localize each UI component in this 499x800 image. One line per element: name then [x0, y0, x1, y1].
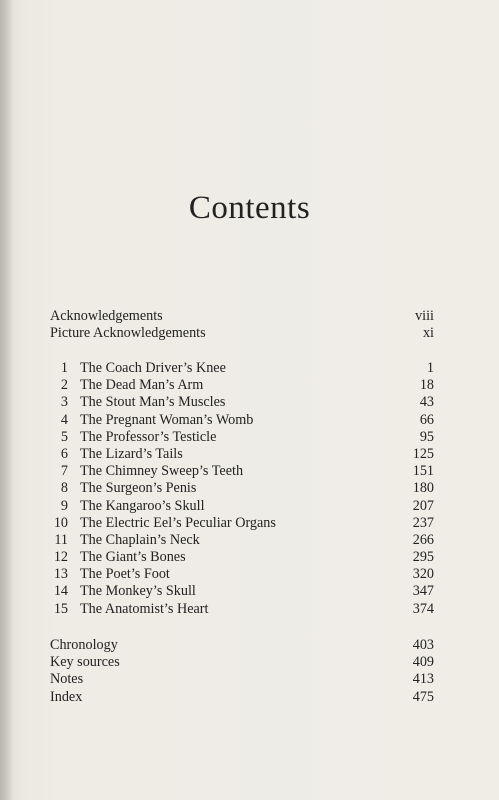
- chapter-number: 4: [60, 411, 68, 428]
- toc-entry-notes: [50, 671, 434, 688]
- chapter-number: 8: [60, 480, 68, 497]
- toc-chapter-6: [50, 446, 434, 463]
- chapter-page: 1: [426, 360, 434, 376]
- toc-entry-chronology: [50, 637, 434, 654]
- toc-entry-key-sources: [50, 654, 434, 671]
- toc-chapter-1: [50, 360, 434, 377]
- chapter-title: The Poet’s Foot: [80, 566, 170, 583]
- toc-chapter-9: [50, 498, 434, 515]
- chapter-number: 10: [53, 514, 68, 531]
- toc-chapter-12: [50, 549, 434, 566]
- toc-chapter-14: [50, 583, 434, 600]
- toc-entry-acknowledgements: [50, 308, 434, 325]
- chapter-title: The Pregnant Woman’s Womb: [80, 411, 254, 428]
- back-matter-list: [50, 637, 434, 706]
- toc-chapter-2: [50, 377, 434, 394]
- chapter-page: 320: [412, 566, 434, 583]
- toc-entry-page: 403: [412, 637, 434, 653]
- chapter-number: 7: [60, 463, 68, 480]
- chapter-page: 266: [412, 531, 434, 548]
- toc-chapter-4: [50, 412, 434, 429]
- chapter-title: The Kangaroo’s Skull: [80, 497, 205, 514]
- chapter-title: The Dead Man’s Arm: [80, 377, 204, 394]
- toc-chapter-13: [50, 566, 434, 583]
- toc-entry-page: viii: [415, 308, 434, 324]
- front-matter-list: [50, 308, 434, 342]
- chapter-page: 125: [412, 445, 434, 462]
- chapter-number: 11: [54, 531, 68, 548]
- toc-entry-label: Acknowledgements: [50, 308, 163, 324]
- chapter-page: 66: [419, 411, 434, 428]
- chapter-page: 237: [412, 514, 434, 531]
- chapter-title: The Monkey’s Skull: [80, 583, 196, 600]
- chapter-number: 3: [60, 394, 68, 411]
- toc-entry-index: [50, 689, 434, 706]
- toc-entry-page: 409: [412, 654, 434, 671]
- toc-chapter-5: [50, 429, 434, 446]
- chapter-title: The Giant’s Bones: [80, 549, 186, 566]
- chapter-page: 151: [412, 463, 434, 480]
- chapter-number: 9: [60, 497, 68, 514]
- toc-entry-page: 413: [412, 671, 434, 688]
- toc-chapter-3: [50, 394, 434, 411]
- toc-chapter-8: [50, 480, 434, 497]
- toc-entry-picture-acknowledgements: [50, 325, 434, 342]
- toc-entry-page: xi: [422, 325, 434, 342]
- chapter-list: [50, 360, 434, 618]
- chapter-title: The Anatomist’s Heart: [80, 600, 209, 617]
- toc-entry-page: 475: [412, 688, 434, 705]
- chapter-title: The Coach Driver’s Knee: [80, 360, 226, 376]
- toc-chapter-7: [50, 463, 434, 480]
- chapter-title: The Chaplain’s Neck: [80, 531, 200, 548]
- toc-chapter-10: [50, 515, 434, 532]
- chapter-page: 43: [419, 394, 434, 411]
- toc-chapter-11: [50, 532, 434, 549]
- chapter-number: 6: [60, 445, 68, 462]
- chapter-page: 180: [412, 480, 434, 497]
- spine-shadow: [0, 0, 14, 800]
- toc-chapter-15: [50, 601, 434, 618]
- chapter-title: The Chimney Sweep’s Teeth: [80, 463, 244, 480]
- chapter-number: 13: [53, 566, 68, 583]
- chapter-number: 14: [53, 583, 68, 600]
- chapter-title: The Surgeon’s Penis: [80, 480, 197, 497]
- chapter-number: 15: [53, 600, 68, 617]
- chapter-page: 295: [412, 549, 434, 566]
- toc-entry-label: Picture Acknowledgements: [50, 325, 206, 342]
- chapter-page: 95: [419, 428, 434, 445]
- chapter-page: 207: [412, 497, 434, 514]
- chapter-title: The Lizard’s Tails: [80, 445, 183, 462]
- chapter-number: 12: [53, 549, 68, 566]
- chapter-title: The Professor’s Testicle: [80, 428, 217, 445]
- chapter-number: 5: [60, 428, 68, 445]
- toc-entry-label: Notes: [50, 671, 84, 688]
- toc-entry-label: Chronology: [50, 637, 118, 653]
- chapter-page: 347: [412, 583, 434, 600]
- chapter-number: 1: [60, 360, 68, 376]
- chapter-title: The Electric Eel’s Peculiar Organs: [80, 514, 276, 531]
- chapter-page: 374: [412, 600, 434, 617]
- chapter-number: 2: [60, 377, 68, 394]
- toc-entry-label: Key sources: [50, 654, 120, 671]
- toc-entry-label: Index: [50, 688, 83, 705]
- chapter-page: 18: [419, 377, 434, 394]
- chapter-title: The Stout Man’s Muscles: [80, 394, 226, 411]
- page-title: Contents: [188, 190, 311, 226]
